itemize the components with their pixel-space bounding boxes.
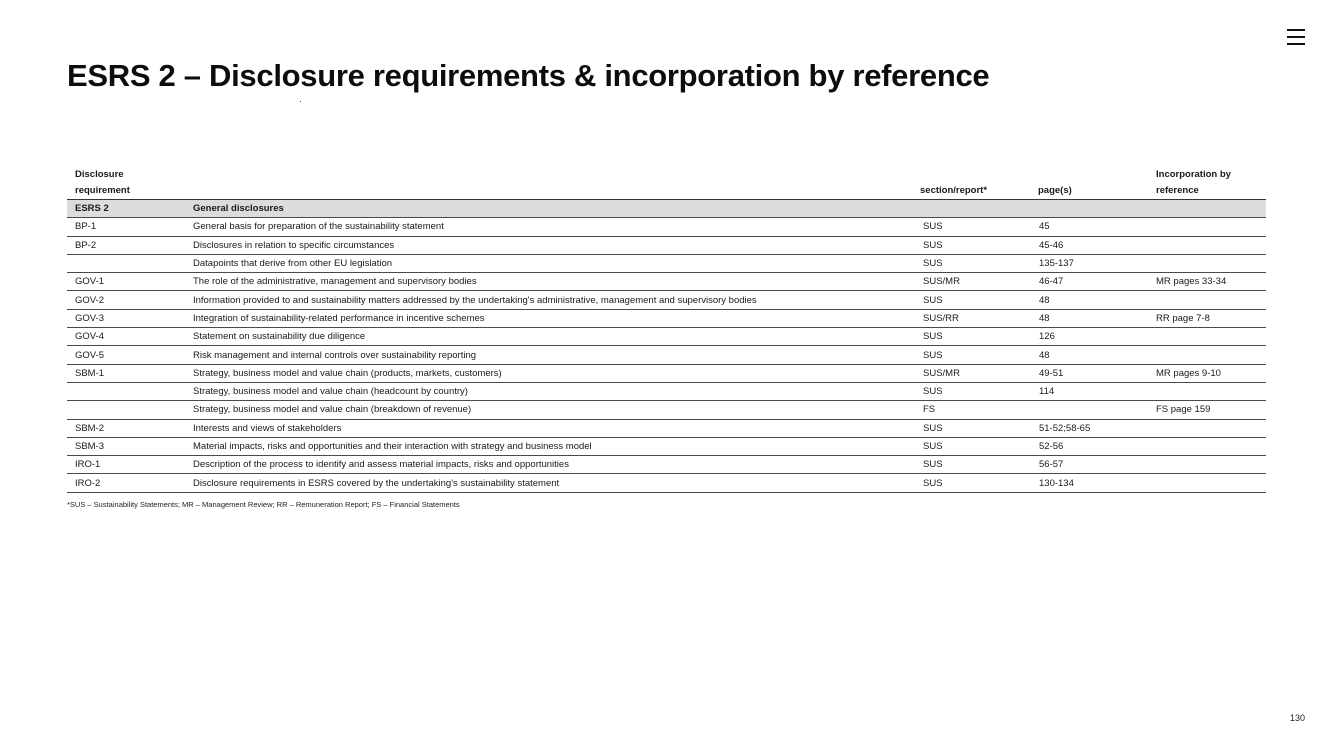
row-code: SBM-1 (67, 364, 185, 382)
row-section: SUS (912, 346, 1030, 364)
row-description: Interests and views of stakeholders (185, 419, 912, 437)
table-row (67, 419, 1266, 437)
row-description: Description of the process to identify and assess material impacts, risks and opportunities (185, 456, 912, 474)
row-reference: MR pages 9-10 (1148, 364, 1266, 382)
row-section: SUS (912, 328, 1030, 346)
row-section: SUS/MR (912, 273, 1030, 291)
table-row (67, 474, 1266, 492)
table-row (67, 273, 1266, 291)
row-pages: 126 (1030, 328, 1148, 346)
row-pages: 114 (1030, 382, 1148, 400)
header-section-report: section/report* (912, 167, 1030, 200)
header-description (185, 167, 912, 200)
section-row-esrs2 (67, 200, 1266, 218)
row-description: Material impacts, risks and opportunities and their interaction with strategy and business model (185, 437, 912, 455)
row-code: IRO-1 (67, 456, 185, 474)
row-section: SUS (912, 437, 1030, 455)
row-section: SUS (912, 236, 1030, 254)
row-code: GOV-5 (67, 346, 185, 364)
row-description: Disclosure requirements in ESRS covered by the undertaking's sustainability statement (185, 474, 912, 492)
row-reference (1148, 218, 1266, 236)
row-description: Strategy, business model and value chain (products, markets, customers) (185, 364, 912, 382)
table-row (67, 291, 1266, 309)
row-code: BP-1 (67, 218, 185, 236)
row-code (67, 254, 185, 272)
row-reference (1148, 437, 1266, 455)
row-code: SBM-3 (67, 437, 185, 455)
row-section: SUS/MR (912, 364, 1030, 382)
row-description: Disclosures in relation to specific circumstances (185, 236, 912, 254)
header-pages: page(s) (1030, 167, 1148, 200)
row-pages: 45-46 (1030, 236, 1148, 254)
page-number: 130 (1290, 713, 1306, 723)
table-row (67, 309, 1266, 327)
table-row (67, 456, 1266, 474)
row-section: SUS (912, 419, 1030, 437)
row-pages: 56-57 (1030, 456, 1148, 474)
row-code: GOV-2 (67, 291, 185, 309)
row-description: Datapoints that derive from other EU legislation (185, 254, 912, 272)
row-reference (1148, 254, 1266, 272)
section-code: ESRS 2 (67, 200, 185, 218)
row-reference (1148, 456, 1266, 474)
table-row (67, 437, 1266, 455)
row-reference (1148, 346, 1266, 364)
row-pages: 45 (1030, 218, 1148, 236)
hamburger-menu-icon[interactable] (1287, 29, 1305, 45)
table-row (67, 218, 1266, 236)
row-description: Statement on sustainability due diligence (185, 328, 912, 346)
row-pages: 48 (1030, 346, 1148, 364)
table-row (67, 346, 1266, 364)
decorative-dot (300, 101, 301, 102)
row-pages (1030, 401, 1148, 419)
row-description: Strategy, business model and value chain (headcount by country) (185, 382, 912, 400)
table-row (67, 328, 1266, 346)
row-section: SUS (912, 218, 1030, 236)
row-pages: 49-51 (1030, 364, 1148, 382)
row-description: Information provided to and sustainability matters addressed by the undertaking's administrative, management and supervisory bodies (185, 291, 912, 309)
row-pages: 51-52;58-65 (1030, 419, 1148, 437)
row-reference (1148, 328, 1266, 346)
row-code (67, 382, 185, 400)
header-disclosure-requirement: Disclosure requirement (67, 167, 185, 200)
table-row (67, 382, 1266, 400)
row-reference (1148, 474, 1266, 492)
table-header-row (67, 167, 1266, 200)
row-pages: 130-134 (1030, 474, 1148, 492)
row-pages: 48 (1030, 309, 1148, 327)
row-code: BP-2 (67, 236, 185, 254)
row-section: SUS (912, 474, 1030, 492)
row-code: IRO-2 (67, 474, 185, 492)
row-section: FS (912, 401, 1030, 419)
row-code: GOV-1 (67, 273, 185, 291)
row-reference: MR pages 33-34 (1148, 273, 1266, 291)
row-description: Integration of sustainability-related performance in incentive schemes (185, 309, 912, 327)
row-reference (1148, 382, 1266, 400)
page-title: ESRS 2 – Disclosure requirements & incorporation by reference (67, 58, 990, 93)
row-section: SUS (912, 291, 1030, 309)
row-description: Strategy, business model and value chain (breakdown of revenue) (185, 401, 912, 419)
row-description: The role of the administrative, management and supervisory bodies (185, 273, 912, 291)
footnote: *SUS – Sustainability Statements; MR – Management Review; RR – Remuneration Report; FS – Financial Statements (67, 500, 460, 509)
row-pages: 135-137 (1030, 254, 1148, 272)
section-description: General disclosures (185, 200, 912, 218)
row-reference (1148, 291, 1266, 309)
row-section: SUS/RR (912, 309, 1030, 327)
row-code (67, 401, 185, 419)
row-code: GOV-4 (67, 328, 185, 346)
table-row (67, 364, 1266, 382)
row-pages: 48 (1030, 291, 1148, 309)
row-description: Risk management and internal controls over sustainability reporting (185, 346, 912, 364)
row-reference: FS page 159 (1148, 401, 1266, 419)
table-row (67, 236, 1266, 254)
row-reference: RR page 7-8 (1148, 309, 1266, 327)
row-section: SUS (912, 382, 1030, 400)
table-row (67, 254, 1266, 272)
row-section: SUS (912, 456, 1030, 474)
row-pages: 46-47 (1030, 273, 1148, 291)
row-reference (1148, 419, 1266, 437)
row-pages: 52-56 (1030, 437, 1148, 455)
row-code: GOV-3 (67, 309, 185, 327)
row-code: SBM-2 (67, 419, 185, 437)
row-reference (1148, 236, 1266, 254)
row-section: SUS (912, 254, 1030, 272)
header-incorporation-by-reference: Incorporation by reference (1148, 167, 1266, 200)
table-row (67, 401, 1266, 419)
row-description: General basis for preparation of the sustainability statement (185, 218, 912, 236)
disclosure-table (67, 167, 1266, 493)
